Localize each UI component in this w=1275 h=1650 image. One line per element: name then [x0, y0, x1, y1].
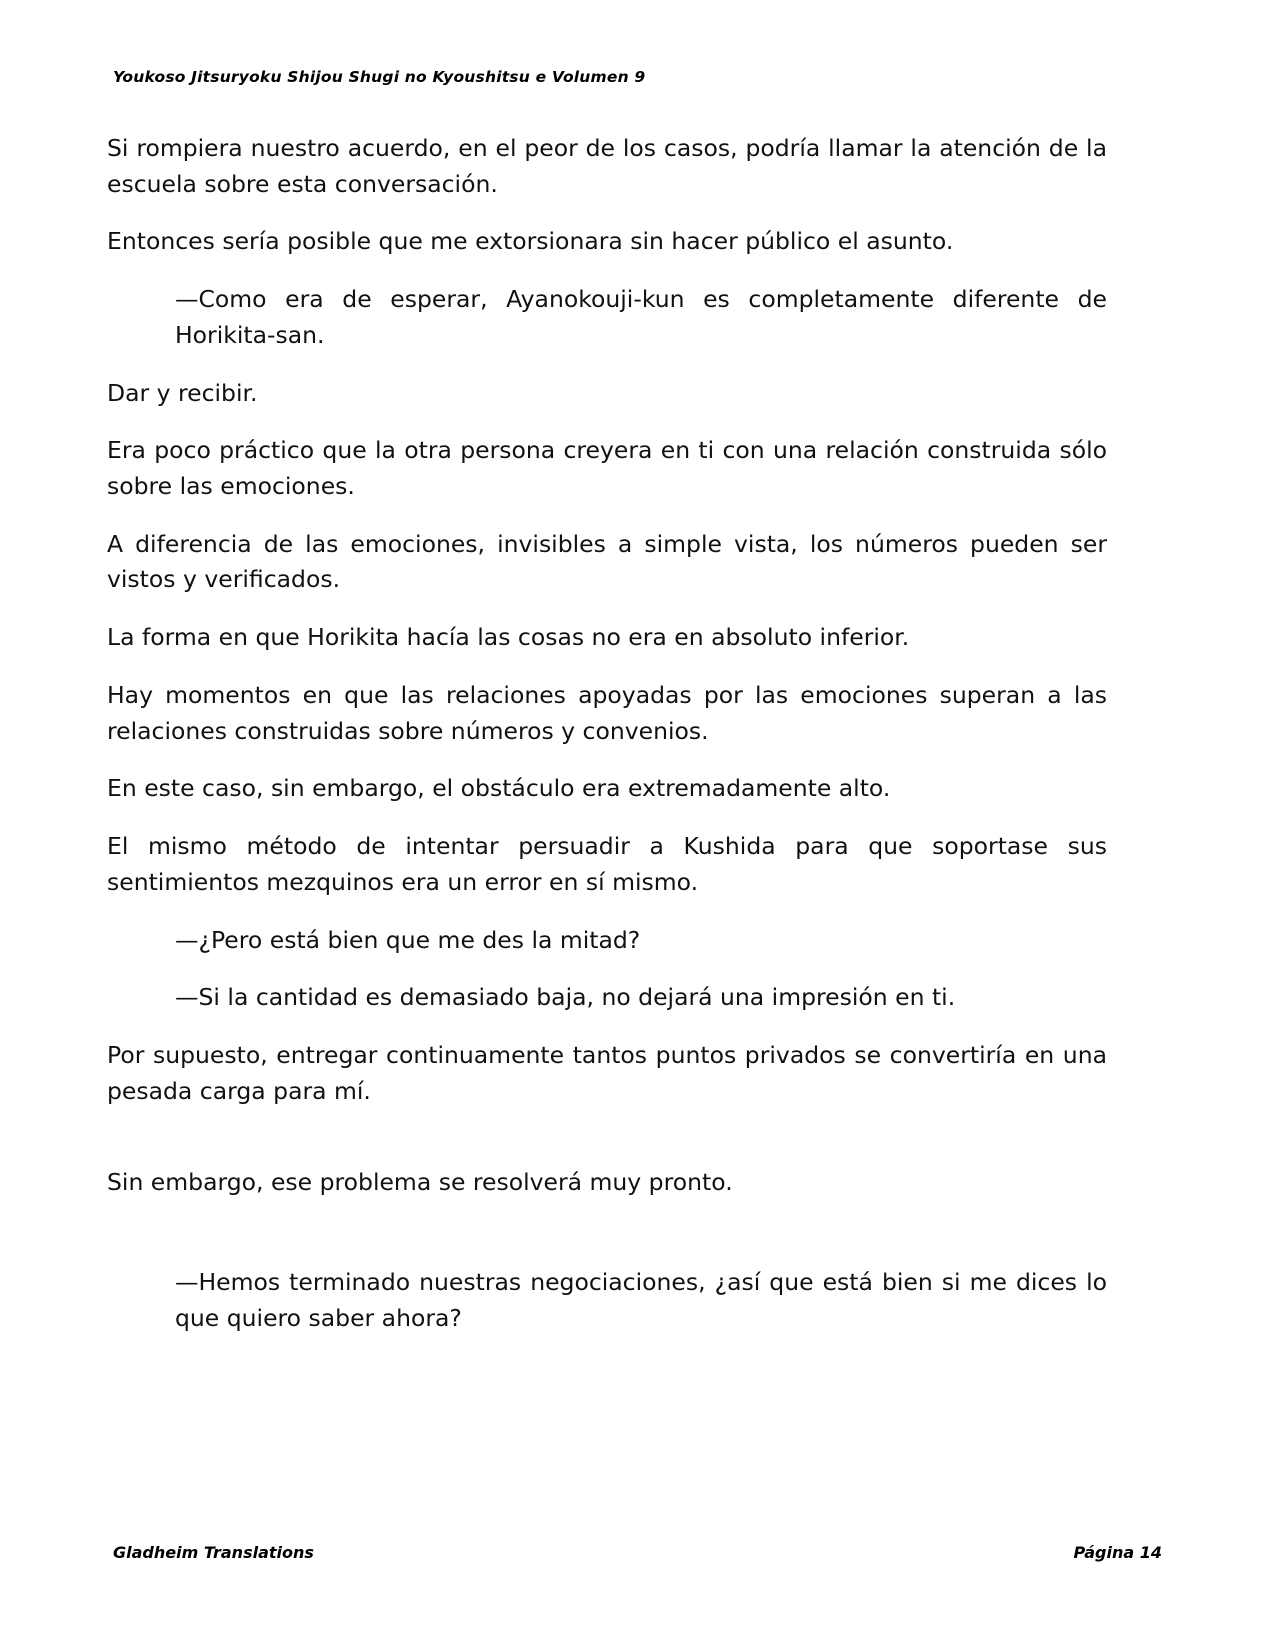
dialog-line: —¿Pero está bien que me des la mitad?: [175, 925, 641, 954]
page-content: [107, 131, 1107, 1359]
paragraph: Era poco práctico que la otra persona creyera en ti con una relación construida sólo sobre las emociones.: [107, 436, 1107, 501]
dialog-line: —Hemos terminado nuestras negociaciones, ¿así que está bien si me dices lo que quiero saber ahora?: [175, 1268, 1107, 1332]
paragraph: Sin embargo, ese problema se resolverá muy pronto.: [107, 1168, 733, 1197]
footer-translator: Gladheim Translations: [113, 1543, 314, 1562]
paragraph: Por supuesto, entregar continuamente tantos puntos privados se convertiría en una pesada carga para mí.: [107, 1040, 1107, 1105]
paragraph: En este caso, sin embargo, el obstáculo era extremadamente alto.: [107, 774, 891, 803]
page-header: Youkoso Jitsuryoku Shijou Shugi no Kyoushitsu e Volumen 9: [113, 68, 646, 86]
paragraph: Hay momentos en que las relaciones apoyadas por las emociones superan a las relaciones construidas sobre números y convenios.: [107, 680, 1107, 745]
paragraph: El mismo método de intentar persuadir a Kushida para que soportase sus sentimientos mezquinos era un error en sí mismo.: [107, 832, 1107, 896]
page-footer: [113, 1543, 1162, 1562]
paragraph: Entonces sería posible que me extorsionara sin hacer público el asunto.: [107, 227, 954, 256]
dialog-line: —Si la cantidad es demasiado baja, no dejará una impresión en ti.: [175, 983, 956, 1012]
dialog-line: —Como era de esperar, Ayanokouji-kun es completamente diferente de Horikita-san.: [175, 285, 1107, 349]
paragraph: A diferencia de las emociones, invisibles a simple vista, los números pueden ser vistos y verificados.: [107, 529, 1107, 594]
footer-page-number: Página 14: [1073, 1543, 1162, 1562]
paragraph: La forma en que Horikita hacía las cosas no era en absoluto inferior.: [107, 623, 910, 652]
paragraph: Si rompiera nuestro acuerdo, en el peor de los casos, podría llamar la atención de la escuela sobre esta conversación.: [107, 134, 1107, 198]
paragraph: Dar y recibir.: [107, 378, 258, 407]
